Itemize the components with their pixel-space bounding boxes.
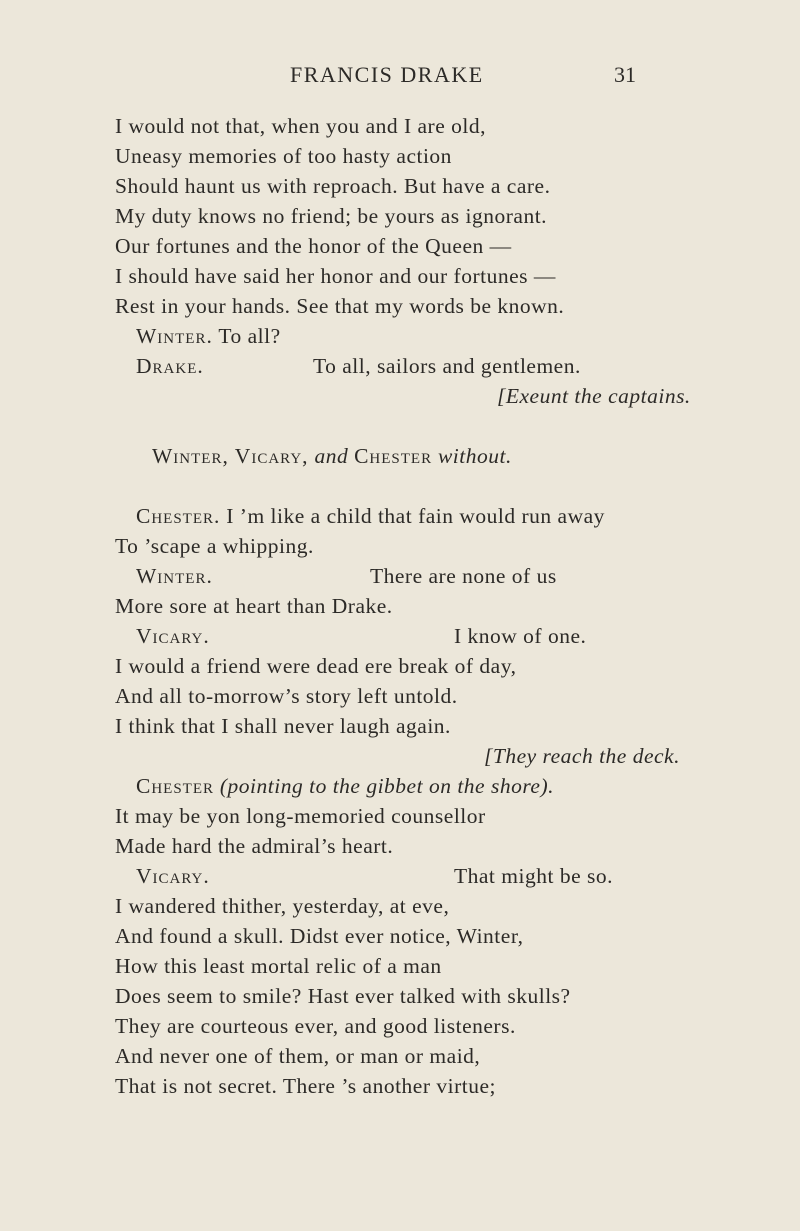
speaker-name: Vicary. [136,864,210,888]
verse-line: I should have said her honor and our fortunes — [115,264,556,288]
scene-character: Chester [354,444,433,468]
dialogue-line [136,771,554,801]
dialogue-line [136,561,736,591]
verse-line: I think that I shall never laugh again. [115,714,451,738]
stage-direction: (pointing to the gibbet on the shore). [219,774,554,798]
verse-line: That is not secret. There ’s another virtue; [115,1074,497,1098]
stage-direction: [Exeunt the captains. [497,384,691,408]
verse-line: I would not that, when you and I are old, [115,114,486,138]
dialogue-line [136,321,736,351]
speaker-name: Winter. [136,324,213,348]
verse-line: It may be yon long-memoried counsellor [115,804,486,828]
dialogue-text: That might be so. [454,864,613,888]
scene-characters: Winter, Vicary, [152,444,309,468]
dialogue-line [136,351,736,381]
dialogue-text: I know of one. [454,624,587,648]
dialogue-text: To all? [218,324,281,348]
scene-heading [152,441,512,471]
verse-line: Uneasy memories of too hasty action [115,144,452,168]
dialogue-text: I ’m like a child that fain would run away [226,504,605,528]
speaker-name: Drake. [136,354,204,378]
verse-line: Does seem to smile? Hast ever talked with skulls? [115,984,571,1008]
speaker-name: Winter. [136,564,213,588]
verse-line: More sore at heart than Drake. [115,594,393,618]
speaker-name: Vicary. [136,624,210,648]
running-header [0,62,800,92]
dialogue-line [136,861,736,891]
scene-location: without. [437,444,512,468]
verse-line: And never one of them, or man or maid, [115,1044,481,1068]
verse-line: Should haunt us with reproach. But have a care. [115,174,551,198]
verse-line: How this least mortal relic of a man [115,954,442,978]
dialogue-text: There are none of us [370,564,557,588]
verse-line: To ’scape a whipping. [115,534,314,558]
speaker-name: Chester. [136,504,221,528]
scene-conjunction: and [314,444,349,468]
dialogue-line [136,621,736,651]
dialogue-line [136,501,605,531]
verse-line: I would a friend were dead ere break of day, [115,654,517,678]
page-number: 31 [614,62,636,87]
verse-line: Made hard the admiral’s heart. [115,834,394,858]
verse-line: And all to-morrow’s story left untold. [115,684,458,708]
verse-line: And found a skull. Didst ever notice, Winter, [115,924,524,948]
speaker-name: Chester [136,774,215,798]
verse-line: Our fortunes and the honor of the Queen — [115,234,512,258]
verse-line: Rest in your hands. See that my words be known. [115,294,565,318]
verse-line: I wandered thither, yesterday, at eve, [115,894,450,918]
dialogue-text: To all, sailors and gentlemen. [313,354,581,378]
running-title: FRANCIS DRAKE [290,62,484,87]
verse-line: My duty knows no friend; be yours as ignorant. [115,204,548,228]
verse-line: They are courteous ever, and good listeners. [115,1014,516,1038]
stage-direction: [They reach the deck. [484,744,680,768]
